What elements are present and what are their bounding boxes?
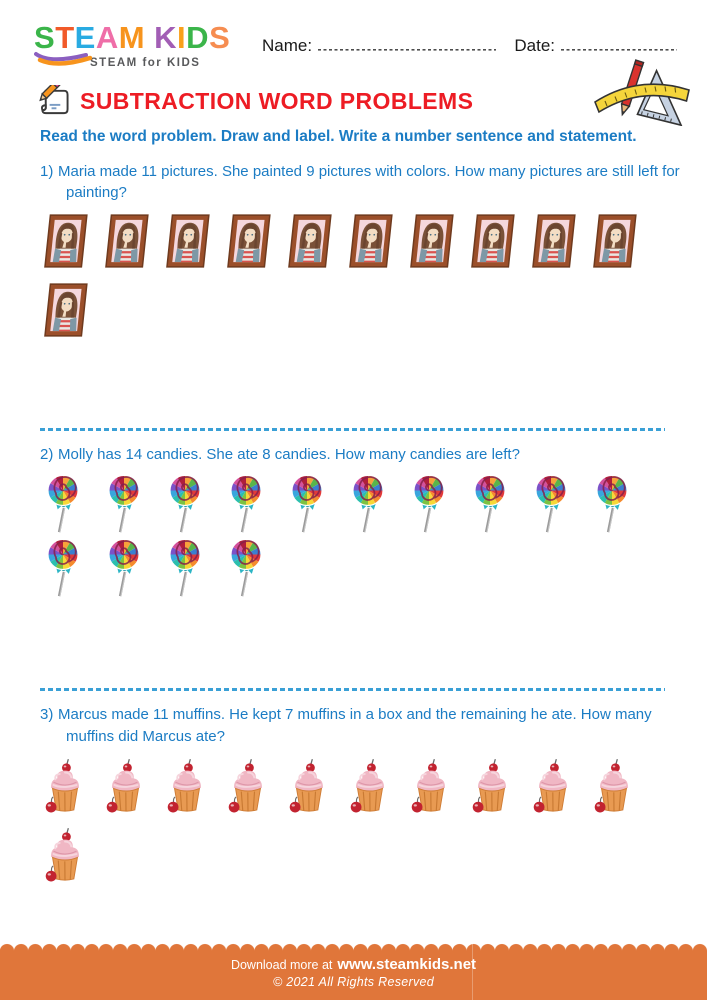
muffin-icon: [225, 756, 271, 816]
lollipop-icon: [530, 474, 572, 536]
lollipop-icon: [286, 474, 328, 536]
muffin-icon: [347, 756, 393, 816]
muffin-icon: [408, 756, 454, 816]
problem-3-icon-grid: [42, 756, 707, 885]
logo-letter: S: [209, 20, 231, 55]
lollipop-icon: [103, 538, 145, 600]
logo-letter: E: [74, 20, 96, 55]
instructions-text: Read the word problem. Draw and label. Write a number sentence and statement.: [40, 128, 637, 145]
icon-row: [42, 213, 707, 269]
problem-3: [0, 704, 707, 886]
logo-letter: T: [55, 20, 75, 55]
dashed-divider: [40, 688, 665, 691]
logo-letter: S: [34, 20, 56, 55]
muffin-icon: [530, 756, 576, 816]
ruler-pencil-triangle-icon: [591, 58, 695, 126]
footer-body: [0, 951, 707, 1000]
logo-letter: D: [186, 20, 210, 55]
footer-seam: [472, 938, 473, 1000]
problem-1-icon-grid: [42, 213, 707, 338]
problem-2: [0, 444, 707, 601]
picture-frame-icon: [591, 213, 637, 269]
name-date-row: [262, 36, 677, 56]
date-input-line[interactable]: [561, 37, 677, 51]
lollipop-icon: [164, 474, 206, 536]
logo-wordmark: [34, 22, 246, 53]
lollipop-icon: [42, 474, 84, 536]
logo-letter: K: [154, 20, 178, 55]
date-label: Date:: [514, 36, 555, 55]
icon-row: [42, 474, 707, 536]
picture-frame-icon: [408, 213, 454, 269]
lollipop-icon: [225, 474, 267, 536]
muffin-icon: [42, 756, 88, 816]
steamkids-logo: [34, 22, 246, 69]
picture-frame-icon: [103, 213, 149, 269]
problem-3-text: 3) Marcus made 11 muffins. He kept 7 muffins in a box and the remaining he ate. How many muffins did Marcus ate?: [40, 705, 652, 745]
problem-2-number: 2): [40, 445, 54, 463]
lollipop-icon: [591, 474, 633, 536]
muffin-icon: [591, 756, 637, 816]
picture-frame-icon: [286, 213, 332, 269]
logo-letter: M: [118, 20, 146, 55]
picture-frame-icon: [42, 282, 88, 338]
lollipop-icon: [42, 538, 84, 600]
name-label: Name:: [262, 36, 313, 55]
lollipop-icon: [347, 474, 389, 536]
problem-1: [0, 161, 707, 339]
lollipop-icon: [408, 474, 450, 536]
picture-frame-icon: [225, 213, 271, 269]
scroll-pencil-icon: [36, 85, 71, 117]
logo-swoosh-icon: [34, 50, 92, 68]
problem-3-number: 3): [40, 705, 54, 723]
logo-letter: I: [177, 20, 187, 55]
muffin-icon: [164, 756, 210, 816]
logo-tagline: STEAM for KIDS: [90, 57, 201, 69]
picture-frame-icon: [530, 213, 576, 269]
icon-row: [42, 282, 707, 338]
muffin-icon: [286, 756, 332, 816]
problem-2-text: 2) Molly has 14 candies. She ate 8 candies. How many candies are left?: [40, 444, 683, 466]
page-footer: [0, 938, 707, 1000]
muffin-icon: [42, 825, 88, 885]
name-input-line[interactable]: [318, 37, 496, 51]
muffin-icon: [469, 756, 515, 816]
lollipop-icon: [103, 474, 145, 536]
dashed-divider: [40, 428, 665, 431]
picture-frame-icon: [42, 213, 88, 269]
footer-copyright: © 2021 All Rights Reserved: [272, 975, 435, 989]
icon-row: [42, 756, 707, 816]
title-row: [36, 85, 677, 117]
lollipop-icon: [164, 538, 206, 600]
picture-frame-icon: [469, 213, 515, 269]
logo-letter: A: [95, 20, 119, 55]
lollipop-icon: [469, 474, 511, 536]
icon-row: [42, 538, 707, 600]
problem-1-number: 1): [40, 162, 54, 180]
muffin-icon: [103, 756, 149, 816]
footer-download-line: Download more at www.steamkids.net: [230, 956, 477, 973]
scallop-edge: [0, 938, 707, 951]
logo-letter: [145, 20, 154, 55]
icon-row: [42, 825, 707, 885]
picture-frame-icon: [347, 213, 393, 269]
picture-frame-icon: [164, 213, 210, 269]
problem-1-text: 1) Maria made 11 pictures. She painted 9 pictures with colors. How many pictures are still left for painting?: [40, 162, 680, 202]
footer-site-link[interactable]: www.steamkids.net: [337, 956, 477, 973]
lollipop-icon: [225, 538, 267, 600]
problem-2-icon-grid: [42, 474, 707, 600]
page-title: SUBTRACTION WORD PROBLEMS: [80, 87, 474, 114]
